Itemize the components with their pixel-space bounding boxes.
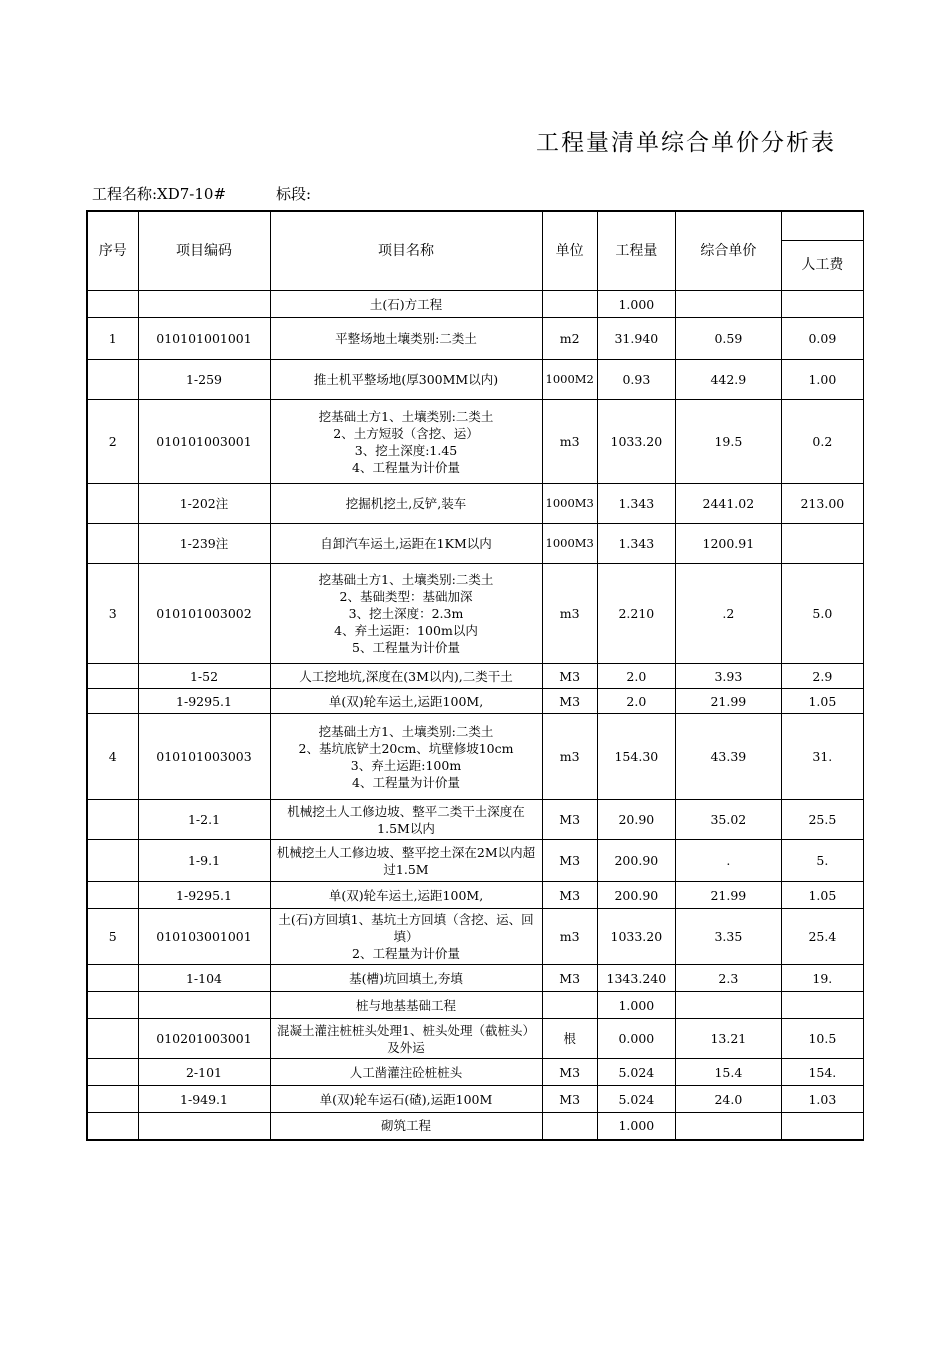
cell-seq: 1 — [87, 318, 138, 360]
cell-labor: 19. — [781, 965, 863, 992]
cell-name: 单(双)轮车运土,运距100M, — [270, 689, 542, 714]
cell-code: 1-239注 — [138, 524, 270, 564]
cell-unit-price: 19.5 — [675, 400, 781, 484]
cell-labor: 1.03 — [781, 1086, 863, 1113]
cell-unit-price: . — [675, 840, 781, 882]
cell-labor — [781, 524, 863, 564]
page-title: 工程量清单综合单价分析表 — [536, 130, 836, 156]
cell-unit-price — [675, 1113, 781, 1140]
cell-name: 砌筑工程 — [270, 1113, 542, 1140]
cell-qty: 1.343 — [597, 484, 675, 524]
cell-code: 1-52 — [138, 664, 270, 689]
cell-seq — [87, 664, 138, 689]
cell-labor: 5. — [781, 840, 863, 882]
cell-unit: M3 — [542, 882, 597, 909]
cell-unit-price: 35.02 — [675, 800, 781, 840]
cell-seq: 3 — [87, 564, 138, 664]
cell-name: 单(双)轮车运石(碴),运距100M — [270, 1086, 542, 1113]
cell-qty: 1.000 — [597, 1113, 675, 1140]
cell-labor: 1.00 — [781, 360, 863, 400]
cell-qty: 154.30 — [597, 714, 675, 800]
cell-unit — [542, 291, 597, 318]
cell-labor: 2.9 — [781, 664, 863, 689]
header-name: 项目名称 — [270, 211, 542, 291]
cell-code: 2-101 — [138, 1059, 270, 1086]
cell-seq — [87, 1113, 138, 1140]
cell-name: 桩与地基基础工程 — [270, 992, 542, 1019]
table-row — [87, 484, 863, 524]
cell-seq — [87, 360, 138, 400]
header-unit-price: 综合单价 — [675, 211, 781, 291]
cell-seq: 5 — [87, 909, 138, 965]
cell-labor: 213.00 — [781, 484, 863, 524]
cell-qty: 1.000 — [597, 992, 675, 1019]
table-row — [87, 965, 863, 992]
cell-seq — [87, 840, 138, 882]
cell-seq — [87, 992, 138, 1019]
cell-seq: 2 — [87, 400, 138, 484]
cell-name: 挖基础土方1、土壤类别:二类土 2、基坑底铲土20cm、坑壁修坡10cm 3、弃土运距:100m 4、工程量为计价量 — [270, 714, 542, 800]
cell-qty: 20.90 — [597, 800, 675, 840]
table-row — [87, 800, 863, 840]
cell-unit: m3 — [542, 714, 597, 800]
table-row — [87, 360, 863, 400]
cell-unit-price: 1200.91 — [675, 524, 781, 564]
cell-unit: 1000M2 — [542, 360, 597, 400]
cell-unit-price: 13.21 — [675, 1019, 781, 1059]
cell-labor: 31. — [781, 714, 863, 800]
header-seq: 序号 — [87, 211, 138, 291]
unit-price-analysis-table — [86, 210, 864, 1141]
cell-qty: 2.210 — [597, 564, 675, 664]
header-row — [87, 211, 863, 291]
table-row — [87, 564, 863, 664]
cell-unit: M3 — [542, 664, 597, 689]
cell-unit-price: 24.0 — [675, 1086, 781, 1113]
cell-qty: 1343.240 — [597, 965, 675, 992]
cell-unit-price — [675, 992, 781, 1019]
cell-name: 自卸汽车运土,运距在1KM以内 — [270, 524, 542, 564]
cell-code: 1-949.1 — [138, 1086, 270, 1113]
cell-qty: 200.90 — [597, 882, 675, 909]
cell-code: 1-9.1 — [138, 840, 270, 882]
table-row — [87, 882, 863, 909]
table-row — [87, 1113, 863, 1140]
cell-qty: 0.93 — [597, 360, 675, 400]
cell-seq — [87, 524, 138, 564]
cell-unit: M3 — [542, 689, 597, 714]
cell-labor: 5.0 — [781, 564, 863, 664]
cell-code: 1-259 — [138, 360, 270, 400]
cell-qty: 0.000 — [597, 1019, 675, 1059]
cell-qty: 1.000 — [597, 291, 675, 318]
cell-qty: 31.940 — [597, 318, 675, 360]
cell-unit: M3 — [542, 800, 597, 840]
cell-seq — [87, 882, 138, 909]
cell-labor: 1.05 — [781, 689, 863, 714]
cell-unit: 1000M3 — [542, 524, 597, 564]
cell-qty: 2.0 — [597, 689, 675, 714]
cell-labor — [781, 992, 863, 1019]
cell-name: 人工挖地坑,深度在(3M以内),二类干土 — [270, 664, 542, 689]
cell-qty: 1033.20 — [597, 400, 675, 484]
cell-code: 1-104 — [138, 965, 270, 992]
cell-qty: 200.90 — [597, 840, 675, 882]
cell-qty: 1033.20 — [597, 909, 675, 965]
cell-seq — [87, 291, 138, 318]
cell-labor: 0.2 — [781, 400, 863, 484]
cell-labor: 154. — [781, 1059, 863, 1086]
cell-unit-price: 0.59 — [675, 318, 781, 360]
cell-unit: M3 — [542, 1086, 597, 1113]
cell-unit-price: 21.99 — [675, 689, 781, 714]
header-labor — [781, 211, 863, 291]
cell-qty: 2.0 — [597, 664, 675, 689]
cell-code — [138, 992, 270, 1019]
cell-labor: 0.09 — [781, 318, 863, 360]
cell-name: 土(石)方回填1、基坑土方回填（含挖、运、回填） 2、工程量为计价量 — [270, 909, 542, 965]
cell-unit-price: 2441.02 — [675, 484, 781, 524]
cell-code: 010101001001 — [138, 318, 270, 360]
header-qty: 工程量 — [597, 211, 675, 291]
header-unit: 单位 — [542, 211, 597, 291]
table-row — [87, 318, 863, 360]
cell-unit-price: 15.4 — [675, 1059, 781, 1086]
cell-code: 010101003003 — [138, 714, 270, 800]
cell-name: 挖基础土方1、土壤类别:二类土 2、基础类型：基础加深 3、挖土深度：2.3m 4、弃土运距：100m以内 5、工程量为计价量 — [270, 564, 542, 664]
cell-qty: 5.024 — [597, 1059, 675, 1086]
cell-name: 土(石)方工程 — [270, 291, 542, 318]
table-row — [87, 840, 863, 882]
cell-unit-price: 3.93 — [675, 664, 781, 689]
cell-seq: 4 — [87, 714, 138, 800]
cell-name: 基(槽)坑回填土,夯填 — [270, 965, 542, 992]
table-row — [87, 664, 863, 689]
cell-name: 混凝土灌注桩桩头处理1、桩头处理（截桩头）及外运 — [270, 1019, 542, 1059]
section-label: 标段: — [276, 185, 312, 203]
cell-code: 010101003001 — [138, 400, 270, 484]
table-row — [87, 400, 863, 484]
cell-code: 1-9295.1 — [138, 689, 270, 714]
cell-seq — [87, 1059, 138, 1086]
table-row — [87, 1059, 863, 1086]
table-row — [87, 909, 863, 965]
cell-unit: 1000M3 — [542, 484, 597, 524]
cell-labor: 25.5 — [781, 800, 863, 840]
cell-seq — [87, 689, 138, 714]
cell-seq — [87, 1086, 138, 1113]
cell-unit: m3 — [542, 400, 597, 484]
cell-unit-price: 442.9 — [675, 360, 781, 400]
cell-code — [138, 291, 270, 318]
table-row — [87, 689, 863, 714]
cell-unit: m3 — [542, 564, 597, 664]
header-labor-label: 人工费 — [801, 257, 844, 273]
cell-unit: M3 — [542, 1059, 597, 1086]
cell-code: 1-2.1 — [138, 800, 270, 840]
cell-unit-price: 2.3 — [675, 965, 781, 992]
cell-unit-price: 43.39 — [675, 714, 781, 800]
cell-code: 010201003001 — [138, 1019, 270, 1059]
cell-seq — [87, 800, 138, 840]
cell-unit-price: 21.99 — [675, 882, 781, 909]
cell-code: 010101003002 — [138, 564, 270, 664]
cell-name: 单(双)轮车运土,运距100M, — [270, 882, 542, 909]
cell-qty: 1.343 — [597, 524, 675, 564]
cell-unit — [542, 1113, 597, 1140]
cell-unit: m3 — [542, 909, 597, 965]
cell-labor — [781, 291, 863, 318]
cell-unit-price: 3.35 — [675, 909, 781, 965]
project-info — [92, 183, 311, 204]
cell-code: 1-202注 — [138, 484, 270, 524]
cell-code: 010103001001 — [138, 909, 270, 965]
cell-unit: M3 — [542, 965, 597, 992]
cell-unit-price: .2 — [675, 564, 781, 664]
cell-seq — [87, 484, 138, 524]
cell-name: 机械挖土人工修边坡、整平二类干土深度在1.5M以内 — [270, 800, 542, 840]
cell-name: 推土机平整场地(厚300MM以内) — [270, 360, 542, 400]
table-row — [87, 1019, 863, 1059]
table-row — [87, 291, 863, 318]
cell-code: 1-9295.1 — [138, 882, 270, 909]
cell-unit — [542, 992, 597, 1019]
cell-unit: M3 — [542, 840, 597, 882]
cell-unit: 根 — [542, 1019, 597, 1059]
cell-name: 平整场地土壤类别:二类土 — [270, 318, 542, 360]
cell-name: 挖掘机挖土,反铲,装车 — [270, 484, 542, 524]
cell-seq — [87, 965, 138, 992]
cell-seq — [87, 1019, 138, 1059]
cell-code — [138, 1113, 270, 1140]
cell-unit: m2 — [542, 318, 597, 360]
cell-labor: 25.4 — [781, 909, 863, 965]
project-name-label: 工程名称:XD7-10# — [92, 185, 227, 203]
cell-unit-price — [675, 291, 781, 318]
cell-qty: 5.024 — [597, 1086, 675, 1113]
cell-name: 机械挖土人工修边坡、整平挖土深在2M以内超过1.5M — [270, 840, 542, 882]
cell-name: 人工凿灌注砼桩桩头 — [270, 1059, 542, 1086]
cell-name: 挖基础土方1、土壤类别:二类土 2、土方短驳（含挖、运） 3、挖土深度:1.45 4、工程量为计价量 — [270, 400, 542, 484]
header-code: 项目编码 — [138, 211, 270, 291]
cell-labor: 1.05 — [781, 882, 863, 909]
table-row — [87, 714, 863, 800]
table-row — [87, 992, 863, 1019]
table-row — [87, 524, 863, 564]
cell-labor: 10.5 — [781, 1019, 863, 1059]
table-row — [87, 1086, 863, 1113]
cell-labor — [781, 1113, 863, 1140]
